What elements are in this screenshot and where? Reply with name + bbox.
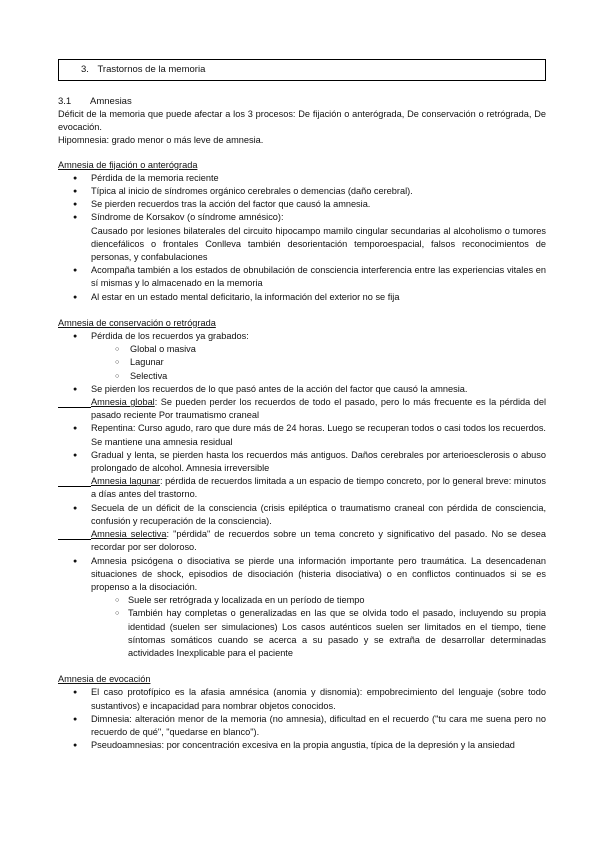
list-item: ● Secuela de un déficit de la consciencia (crisis epiléptica o traumatismo craneal con pérdida de consciencia, confusión y recuperación de la consciencia). (58, 502, 546, 528)
list-item: ● Repentina: Curso agudo, raro que dure más de 24 horas. Luego se recuperan todos o casi todos los recuerdos. Se mantiene una amnesia residual (58, 422, 546, 448)
conservacion-list-3 (58, 502, 546, 528)
chapter-header (58, 59, 546, 81)
selectiva-text: : "pérdida" de recuerdos sobre un tema concreto y significativo del pasado. No se desea recordar por ser doloroso. (91, 529, 546, 553)
list-item: ● El caso protofípico es la afasia amnésica (anomia y disnomia): empobrecimiento del lenguaje (sobre todo sustantivos) e incapacidad para nombrar objetos conocidos. (58, 686, 546, 712)
sub-list-item: ○ Selectiva (58, 370, 546, 383)
evocacion-heading: Amnesia de evocación (58, 674, 151, 685)
fijacion-list (58, 172, 546, 304)
list-item: ● Se pierden recuerdos tras la acción del factor que causó la amnesia. (58, 198, 546, 211)
sub-list-item: ○ Global o masiva (58, 343, 546, 356)
sub-list-item: ○ Lagunar (58, 356, 546, 369)
lagunar-note (58, 475, 546, 501)
list-item: ● Pérdida de la memoria reciente (58, 172, 546, 185)
section-intro: Déficit de la memoria que puede afectar a los 3 procesos: De fijación o anterógrada, De conservación o retrógrada, De evocación. (58, 109, 546, 133)
global-note (58, 396, 546, 422)
document-page (58, 59, 546, 752)
list-item: ● Típica al inicio de síndromes orgánico cerebrales o demencias (daño cerebral). (58, 185, 546, 198)
lagunar-label: Amnesia lagunar (91, 476, 160, 487)
sub-list-item: ○ También hay completas o generalizadas en las que se olvida todo el pasado, incluyendo su propia identidad (suelen ser simulaciones) Los casos auténticos suelen ser limitados en el tiempo, tiene síntomas somáticos cuando se acerca a su pasado y se extraña de desarrollar determinadas actividades Inexplicable para el paciente (58, 607, 546, 660)
selectiva-label: Amnesia selectiva (91, 529, 167, 540)
global-text: : Se pueden perder los recuerdos de todo el pasado, pero lo más frecuente es la pérdida del pasado reciente Por traumatismo craneal (91, 397, 546, 421)
hipomnesia-line: Hipomnesia: grado menor o más leve de amnesia. (58, 135, 264, 146)
chapter-number: 3. (81, 64, 89, 75)
list-item: ● Se pierden los recuerdos de lo que pasó antes de la acción del factor que causó la amnesia. (58, 383, 546, 396)
section-heading (58, 95, 546, 108)
list-item: ● Gradual y lenta, se pierden hasta los recuerdos más antiguos. Daños cerebrales por arterioesclerosis o abuso prolongado de alcohol. Amnesia irreversible (58, 449, 546, 475)
fijacion-heading: Amnesia de fijación o anterógrada (58, 159, 198, 170)
list-item: ● Acompaña también a los estados de obnubilación de consciencia interferencia entre las experiencias vitales en sí mismas y lo almacenado en la memoria (58, 264, 546, 290)
korsakov-detail: Causado por lesiones bilaterales del circuito hipocampo mamilo cingular secundarias al alcoholismo o tumores diencefálicos o frontales Conlleva también desorientación temporoespacial, falsos reconocimientos de personas, y confabulaciones (91, 225, 546, 263)
lagunar-text: : pérdida de recuerdos limitada a un espacio de tiempo concreto, por lo general breve: minutos a días antes del trastorno. (91, 476, 546, 500)
list-item: ● Al estar en un estado mental deficitario, la información del exterior no se fija (58, 291, 546, 304)
conservacion-heading: Amnesia de conservación o retrógrada (58, 317, 216, 328)
list-item: ● Pseudoamnesias: por concentración excesiva en la propia angustia, típica de la depresión y la ansiedad (58, 739, 546, 752)
section-number: 3.1 (58, 96, 72, 107)
sub-list-item: ○ Suele ser retrógrada y localizada en un período de tiempo (58, 594, 546, 607)
conservacion-list-2 (58, 422, 546, 475)
evocacion-list (58, 686, 546, 752)
list-item: ● Dimnesia: alteración menor de la memoria (no amnesia), dificultad en el recuerdo ("tu cara me suena pero no recuerdo de qué", "quedarse en blanco"). (58, 713, 546, 739)
list-item (58, 211, 546, 264)
selectiva-note (58, 528, 546, 554)
list-item: ● Amnesia psicógena o disociativa se pierde una información importante pero traumática. La desencadenan situaciones de shock, episodios de disociación (histeria disociativa) o en conflictos continuados si se es propenso a la disociación. (58, 555, 546, 595)
chapter-title: Trastornos de la memoria (97, 64, 206, 75)
conservacion-list (58, 330, 546, 396)
conservacion-list-4 (58, 555, 546, 661)
list-item: ● Pérdida de los recuerdos ya grabados: (58, 330, 546, 343)
global-label: Amnesia global (91, 397, 155, 408)
section-title: Amnesias (90, 96, 132, 107)
korsakov-label: Síndrome de Korsakov (o síndrome amnésico): (91, 212, 284, 223)
